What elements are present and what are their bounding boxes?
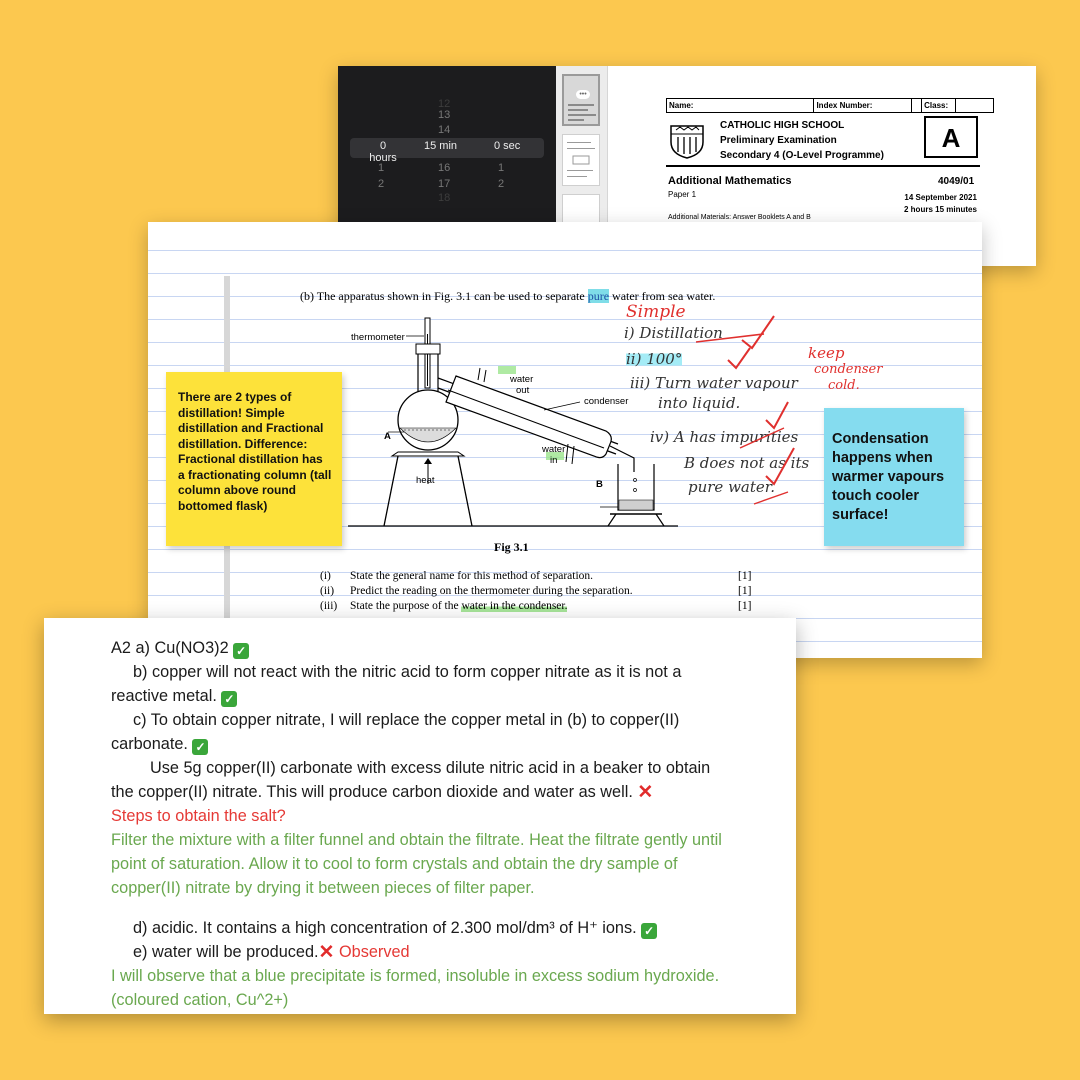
feedback-e: Observed: [338, 943, 410, 961]
answer-c-line3: Use 5g copper(II) carbonate with excess dilute nitric acid in a beaker to obtain: [150, 759, 711, 777]
sticky-note-distillation-types: There are 2 types of distillation! Simple distillation and Fractional distillation. Difference: Fractional distillation has a fractionating column (tall column above round bottomed flask): [166, 372, 342, 546]
answer-d: d) acidic. It contains a high concentration of 2.300 mol/dm³ of H⁺ ions. ✓: [133, 916, 657, 940]
timer-min-item: 13: [438, 109, 451, 121]
timer-min-item: 16: [438, 162, 451, 174]
index-label: Index Number:: [814, 99, 912, 113]
sticky-note-condensation: Condensation happens when warmer vapours touch cooler surface!: [824, 408, 964, 546]
exam-date: 14 September 2021: [904, 193, 977, 202]
answer-b-line1: b) copper will not react with the nitric acid to form copper nitrate as it is not a: [133, 663, 682, 681]
name-index-class-box: [666, 98, 994, 113]
label-heat: heat: [416, 475, 435, 486]
answer-c-line2: carbonate. ✓: [111, 732, 208, 756]
cross-icon: ✕: [637, 782, 654, 803]
handwriting-condenser: condenser: [814, 362, 883, 377]
school-name-block: [720, 118, 884, 163]
answer-a: A2 a) Cu(NO3)2 ✓: [111, 636, 249, 660]
question-b: (b) The apparatus shown in Fig. 3.1 can be used to separate pure water from sea water.: [300, 289, 716, 303]
answer-b-line2: reactive metal. ✓: [111, 684, 237, 708]
handwriting-answer-iii-cont: into liquid.: [658, 394, 741, 412]
handwriting-answer-ii: ii) 100°: [626, 350, 683, 368]
mark-iii: [1]: [738, 600, 752, 612]
grade-box: A: [924, 116, 978, 158]
timer-min-item: 12: [438, 98, 451, 110]
sub-question-i: (i) State the general name for this method of separation.: [320, 570, 594, 582]
timer-min-item: 17: [438, 178, 451, 190]
sub-question-ii: (ii) Predict the reading on the thermometer during the separation.: [320, 585, 633, 597]
label-thermometer: thermometer: [351, 332, 405, 343]
timer-hours-selected: 0 hours: [369, 140, 397, 164]
thumbnail-lines: [566, 102, 600, 122]
correction-c-line2: point of saturation. Allow it to cool to form crystals and obtain the dry sample of: [111, 855, 678, 873]
answer-c-line1: c) To obtain copper nitrate, I will replace the copper metal in (b) to copper(II): [133, 711, 680, 729]
check-icon: ✓: [233, 643, 249, 659]
timer-sec-item: 2: [498, 178, 505, 190]
timer-hours-next: 1: [378, 162, 385, 174]
mark-ii: [1]: [738, 585, 752, 597]
school-crest-icon: [668, 122, 706, 160]
distillation-apparatus-diagram: [348, 314, 678, 529]
answer-sheet-card: [44, 618, 796, 1014]
label-condenser: condenser: [584, 396, 629, 407]
exam-materials: Additional Materials: Answer Booklets A and B: [668, 214, 811, 221]
page-thumbnail-2[interactable]: [562, 134, 600, 186]
feedback-c: Steps to obtain the salt?: [111, 807, 286, 825]
school-name: CATHOLIC HIGH SCHOOL: [720, 120, 845, 131]
handwriting-simple: Simple: [626, 302, 686, 322]
exam-type: Preliminary Examination: [720, 135, 837, 146]
handwriting-answer-iv-2: B does not as its: [684, 454, 810, 472]
exam-code: 4049/01: [938, 176, 975, 187]
handwriting-answer-iii: iii) Turn water vapour: [630, 374, 798, 392]
cross-icon: ✕: [318, 942, 335, 963]
timer-min-item: 18: [438, 192, 451, 204]
mark-i: [1]: [738, 570, 752, 582]
exam-subject: Additional Mathematics: [668, 175, 792, 187]
sub-question-iii: (iii) State the purpose of the water in the condenser.: [320, 600, 568, 612]
timer-seconds-selected: 0 sec: [494, 140, 521, 152]
answer-e: e) water will be produced.✕ Observed: [133, 942, 410, 963]
handwriting-keep: keep: [808, 344, 845, 362]
distillation-worksheet-card: [148, 222, 982, 658]
correction-e-line1: I will observe that a blue precipitate is formed, insoluble in excess sodium hydroxide.: [111, 967, 720, 985]
timer-hours-next2: 2: [378, 178, 385, 190]
divider: [666, 165, 980, 167]
label-water-out: water: [510, 374, 534, 385]
more-icon[interactable]: •••: [576, 90, 590, 99]
check-icon: ✓: [192, 739, 208, 755]
handwriting-answer-i: i) Distillation: [624, 324, 723, 342]
check-icon: ✓: [221, 691, 237, 707]
timer-min-item: 14: [438, 124, 451, 136]
check-icon: ✓: [641, 923, 657, 939]
handwriting-cold: cold.: [828, 378, 860, 393]
timer-sec-item: 1: [498, 162, 505, 174]
handwriting-answer-iv-3: pure water.: [688, 478, 776, 496]
thumbnail-lines: [565, 138, 599, 184]
programme: Secondary 4 (O-Level Programme): [720, 150, 884, 161]
handwriting-answer-iv: iv) A has impurities: [650, 428, 799, 446]
name-label: Name:: [667, 99, 814, 113]
correction-c-line1: Filter the mixture with a filter funnel and obtain the filtrate. Heat the filtrate gently until: [111, 831, 722, 849]
class-label: Class:: [922, 99, 956, 113]
exam-paper: Paper 1: [668, 190, 697, 199]
highlight-pure: pure: [587, 289, 610, 303]
exam-date-block: [904, 192, 977, 216]
timer-minutes-selected: 15 min: [424, 140, 458, 152]
label-B: B: [596, 479, 603, 490]
highlight-water-condenser: water in the condenser.: [461, 600, 568, 612]
page-thumbnail-1[interactable]: [562, 74, 600, 126]
label-water-out-2: out: [516, 385, 530, 396]
exam-duration: 2 hours 15 minutes: [904, 205, 977, 214]
figure-caption: Fig 3.1: [494, 540, 529, 554]
label-water-in-2: in: [550, 455, 558, 466]
red-check-marks: [688, 308, 798, 508]
answer-c-line4: the copper(II) nitrate. This will produce carbon dioxide and water as well. ✕: [111, 782, 654, 803]
label-water-in: water: [542, 444, 566, 455]
correction-e-line2: (coloured cation, Cu^2+): [111, 991, 289, 1009]
label-A: A: [384, 431, 391, 442]
correction-c-line3: copper(II) nitrate by drying it between pieces of filter paper.: [111, 879, 535, 897]
